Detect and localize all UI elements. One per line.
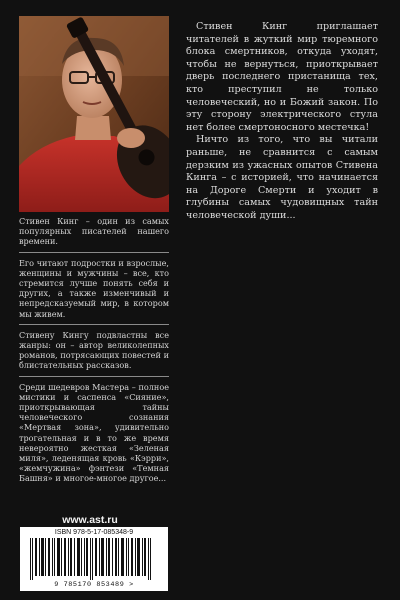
right-column (186, 21, 378, 223)
author-intro: Стивен Кинг – один из самых популярных писателей нашего времени. (19, 216, 169, 247)
isbn-label: ISBN 978-5-17-085348-9 (54, 529, 134, 536)
divider (19, 252, 169, 253)
author-photo (19, 16, 169, 212)
annotation-paragraph-2: Ничто из того, что вы читали раньше, не сравнится с самым дерзким из ужасных опытов Стивена Кинга – с историей, что начинается на Дороге Смерти и уходит в глубины самых чудовищных тайн человеческой души... (186, 134, 378, 221)
annotation-paragraph-1: Стивен Кинг приглашает читателей в жуткий мир тюремного блока смертников, откуда уходят, чтобы не вернуться, приоткрывает дверь последнего пристанища тех, кто преступил не только человеческий, но и Божий закон. По эту сторону электрического стула нет более смертоносного местечка! (186, 21, 378, 133)
genres-paragraph: Стивену Кингу подвластны все жанры: он – автор великолепных романов, потрясающих повестей и блистательных рассказов. (19, 329, 169, 371)
publisher-url: www.ast.ru (62, 514, 118, 526)
masterpieces-paragraph: Среди шедевров Мастера – полное мистики и саспенса «Сияние», приоткрывающая тайны человеческого сознания «Мертвая зона», удивительно трогательная и в то же время невероятно жесткая «Зеленая миля», леденящая кровь «Кэрри», «жемчужина» фэнтези «Темная Башня» и многое-многое другое... (19, 381, 169, 484)
divider (19, 324, 169, 325)
barcode-icon (30, 538, 158, 580)
author-photo-icon (19, 16, 169, 212)
readers-paragraph: Его читают подростки и взрослые, женщины и мужчины – все, кто стремится лучше понять себя и других, а также изменчивый и непредсказуемый мир, в котором мы живем. (19, 257, 169, 319)
barcode-digits: 9 785170 853489 > (54, 581, 134, 589)
left-column (19, 216, 169, 508)
barcode-panel (20, 527, 168, 591)
divider (19, 376, 169, 377)
